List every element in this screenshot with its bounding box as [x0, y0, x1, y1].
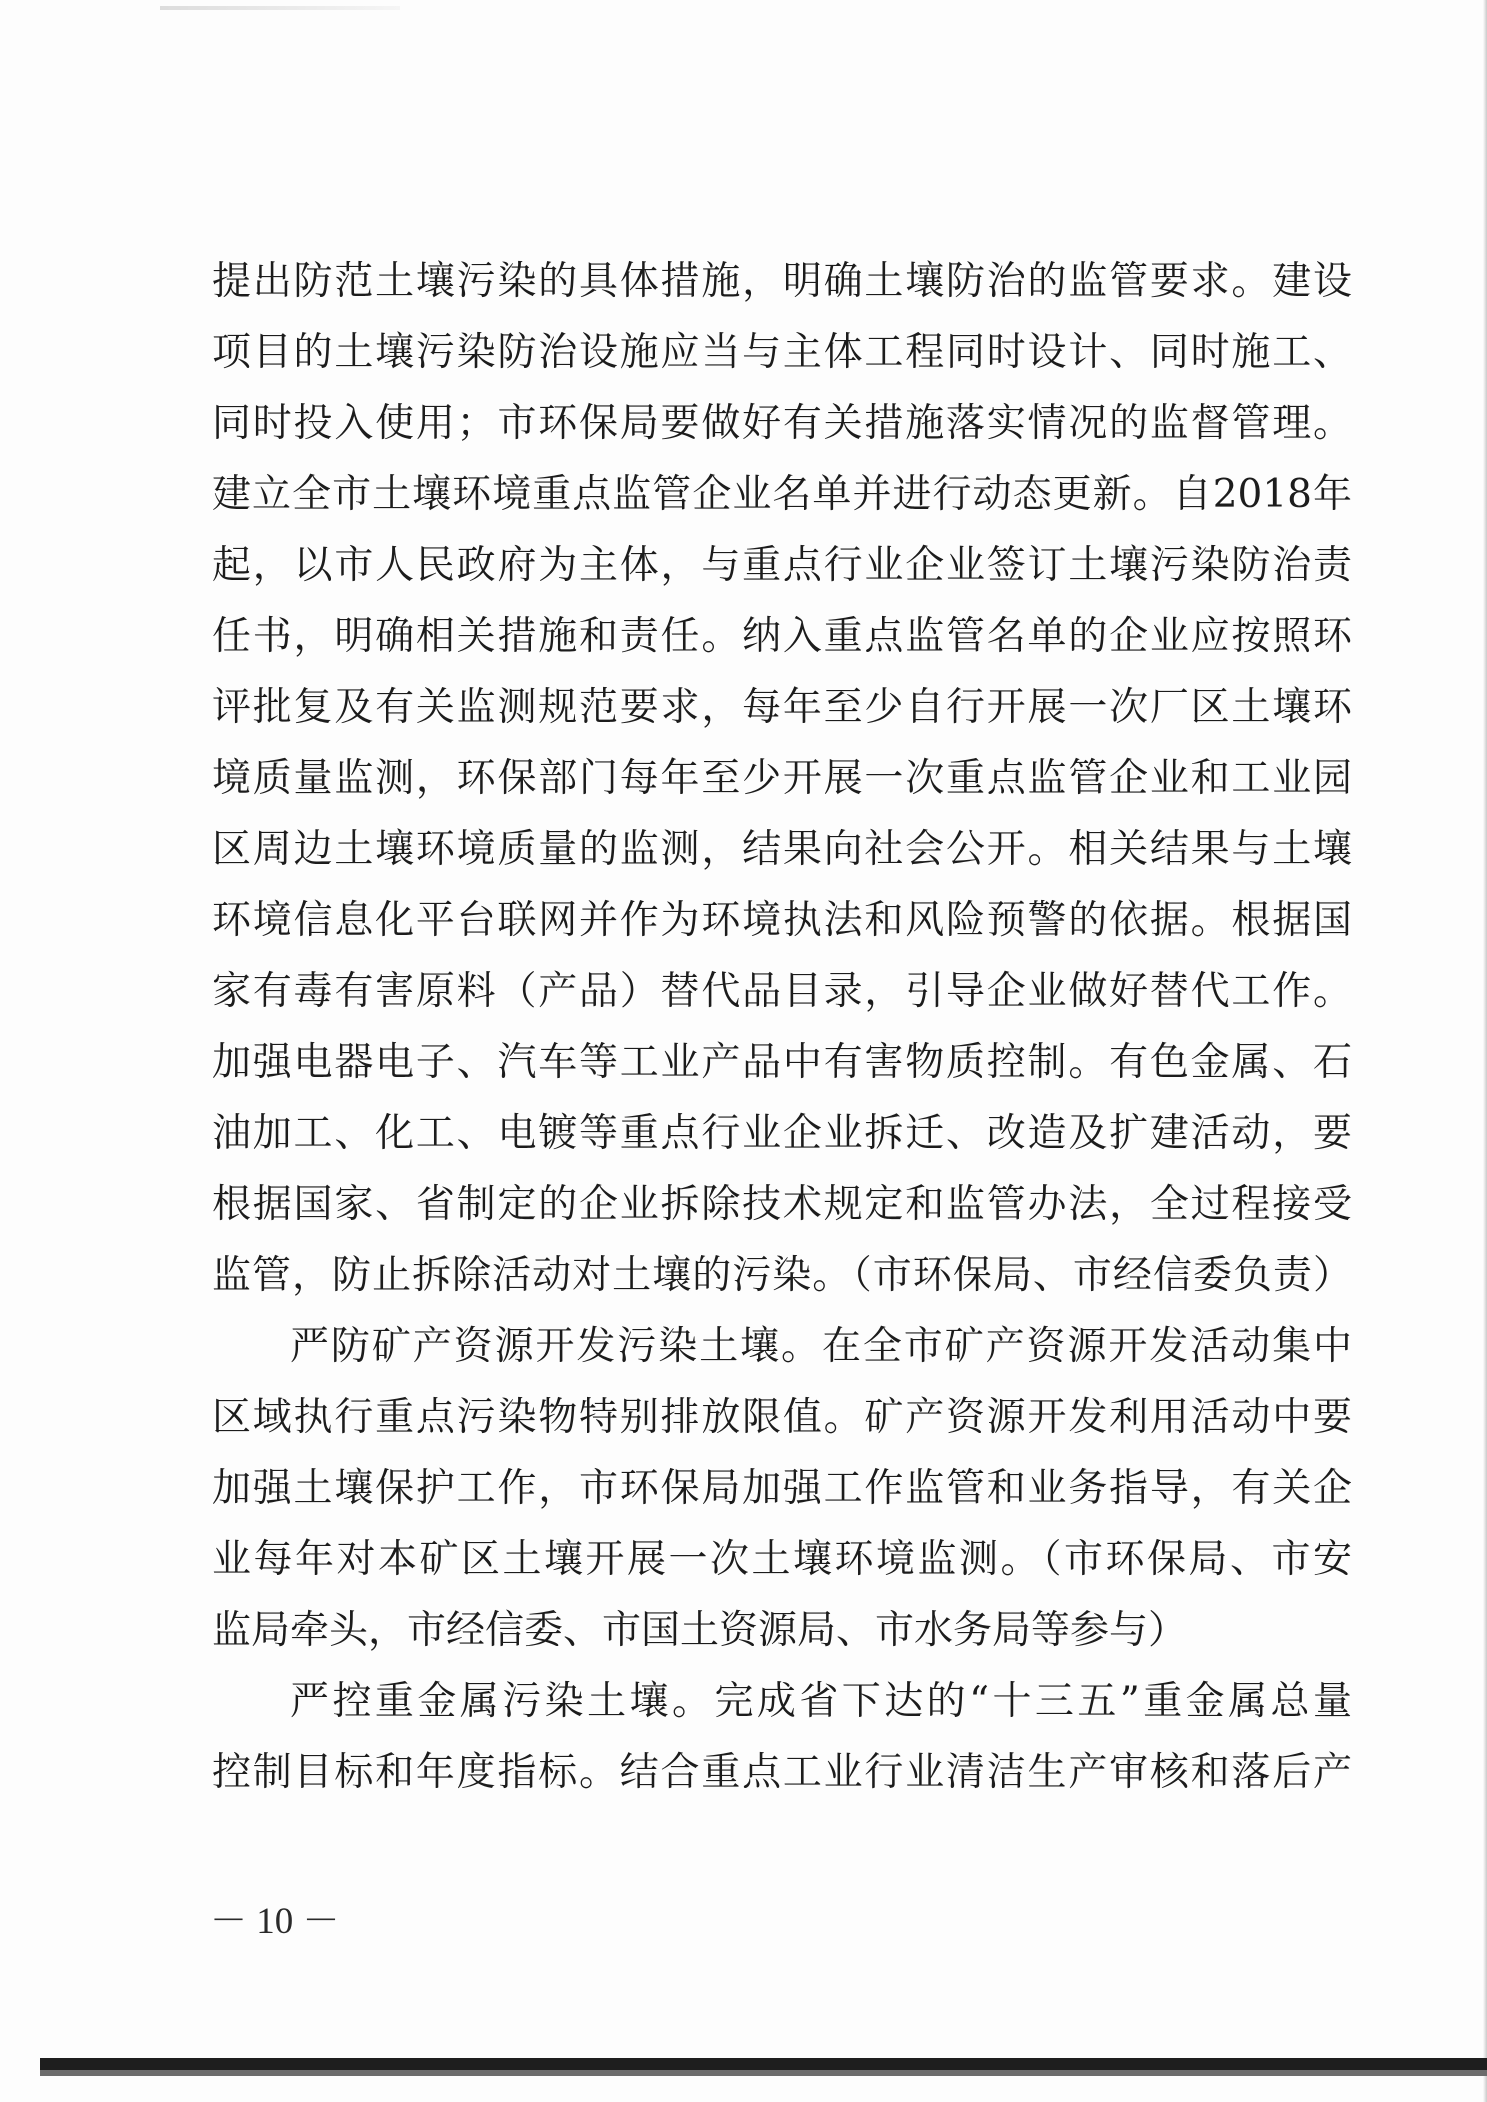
text-line: 起，以市人民政府为主体，与重点行业企业签订土壤污染防治责: [212, 543, 1352, 588]
text-line: 建立全市土壤环境重点监管企业名单并进行动态更新。自2018年: [212, 472, 1352, 517]
paragraph-start-line: 严防矿产资源开发污染土壤。在全市矿产资源开发活动集中: [290, 1324, 1352, 1369]
text-line: 评批复及有关监测规范要求，每年至少自行开展一次厂区土壤环: [212, 685, 1352, 730]
text-line: 业每年对本矿区土壤开展一次土壤环境监测。（市环保局、市安: [212, 1537, 1352, 1582]
text-line: 加强土壤保护工作，市环保局加强工作监管和业务指导，有关企: [212, 1466, 1352, 1511]
text-line: 家有毒有害原料（产品）替代品目录，引导企业做好替代工作。: [212, 969, 1352, 1014]
text-line: 加强电器电子、汽车等工业产品中有害物质控制。有色金属、石: [212, 1040, 1352, 1085]
text-line: 监局牵头，市经信委、市国土资源局、市水务局等参与）: [212, 1608, 1188, 1653]
text-line: 控制目标和年度指标。结合重点工业行业清洁生产审核和落后产: [212, 1750, 1352, 1795]
text-line: 提出防范土壤污染的具体措施，明确土壤防治的监管要求。建设: [212, 259, 1352, 304]
text-line: 根据国家、省制定的企业拆除技术规定和监管办法，全过程接受: [212, 1182, 1352, 1227]
text-line: 项目的土壤污染防治设施应当与主体工程同时设计、同时施工、: [212, 330, 1352, 375]
text-line: 油加工、化工、电镀等重点行业企业拆迁、改造及扩建活动，要: [212, 1111, 1352, 1156]
text-line: 同时投入使用；市环保局要做好有关措施落实情况的监督管理。: [212, 401, 1352, 446]
page-edge-shadow: [1483, 0, 1487, 2102]
scan-artifact: [160, 6, 400, 10]
page-number: － 10 －: [210, 1901, 340, 1942]
text-line: 环境信息化平台联网并作为环境执法和风险预警的依据。根据国: [212, 898, 1352, 943]
body-text: [212, 246, 1352, 1808]
scan-bottom-border-shadow: [40, 2070, 1487, 2076]
text-line: 任书，明确相关措施和责任。纳入重点监管名单的企业应按照环: [212, 614, 1352, 659]
text-line: 区周边土壤环境质量的监测，结果向社会公开。相关结果与土壤: [212, 827, 1352, 872]
paragraph-start-line: 严控重金属污染土壤。完成省下达的“十三五”重金属总量: [290, 1679, 1352, 1724]
text-line: 监管，防止拆除活动对土壤的污染。（市环保局、市经信委负责）: [212, 1253, 1352, 1298]
scan-bottom-border: [40, 2058, 1487, 2070]
text-line: 区域执行重点污染物特别排放限值。矿产资源开发利用活动中要: [212, 1395, 1352, 1440]
text-line: 境质量监测，环保部门每年至少开展一次重点监管企业和工业园: [212, 756, 1352, 801]
